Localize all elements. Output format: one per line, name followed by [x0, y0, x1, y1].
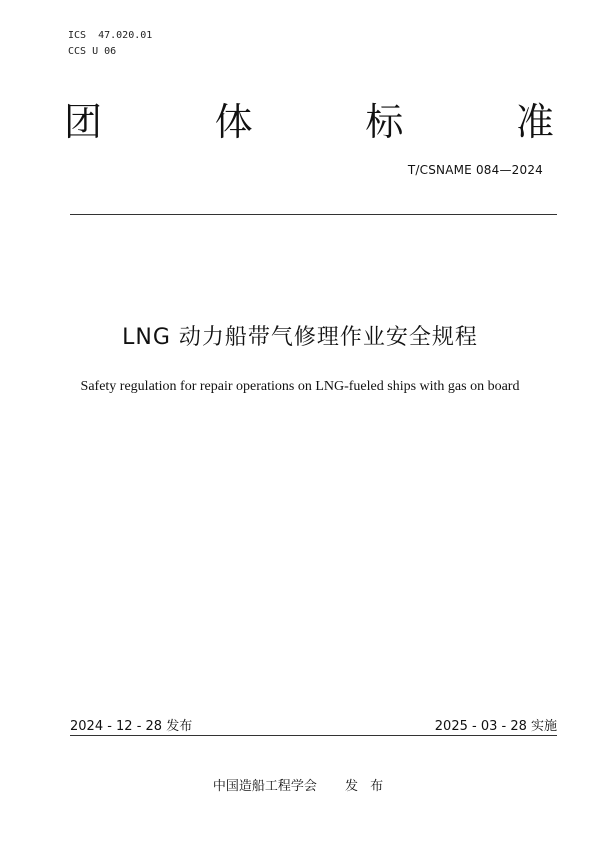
issuer-action: 发 布 — [344, 779, 388, 794]
ics-code: ICS 47.020.01 — [68, 30, 153, 41]
bottom-divider — [70, 735, 557, 736]
implementation-date: 2025 - 03 - 28 实施 — [434, 719, 557, 734]
document-kind-heading — [64, 96, 554, 148]
document-kind-char: 体 — [214, 100, 253, 144]
ccs-code: CCS U 06 — [68, 46, 117, 57]
english-title: Safety regulation for repair operations on LNG-fueled ships with gas on board — [80, 379, 520, 394]
issuer-line — [0, 775, 600, 794]
classification-codes — [68, 28, 152, 60]
issuer-name: 中国造船工程学会 — [212, 779, 317, 794]
standard-number: T/CSNAME 084—2024 — [407, 163, 543, 177]
document-kind-char: 标 — [365, 100, 404, 144]
document-kind-char: 团 — [64, 100, 103, 144]
chinese-title: LNG 动力船带气修理作业安全规程 — [122, 325, 478, 350]
document-kind-char: 准 — [515, 100, 554, 144]
top-divider — [70, 214, 557, 215]
issue-date: 2024 - 12 - 28 发布 — [70, 719, 193, 734]
